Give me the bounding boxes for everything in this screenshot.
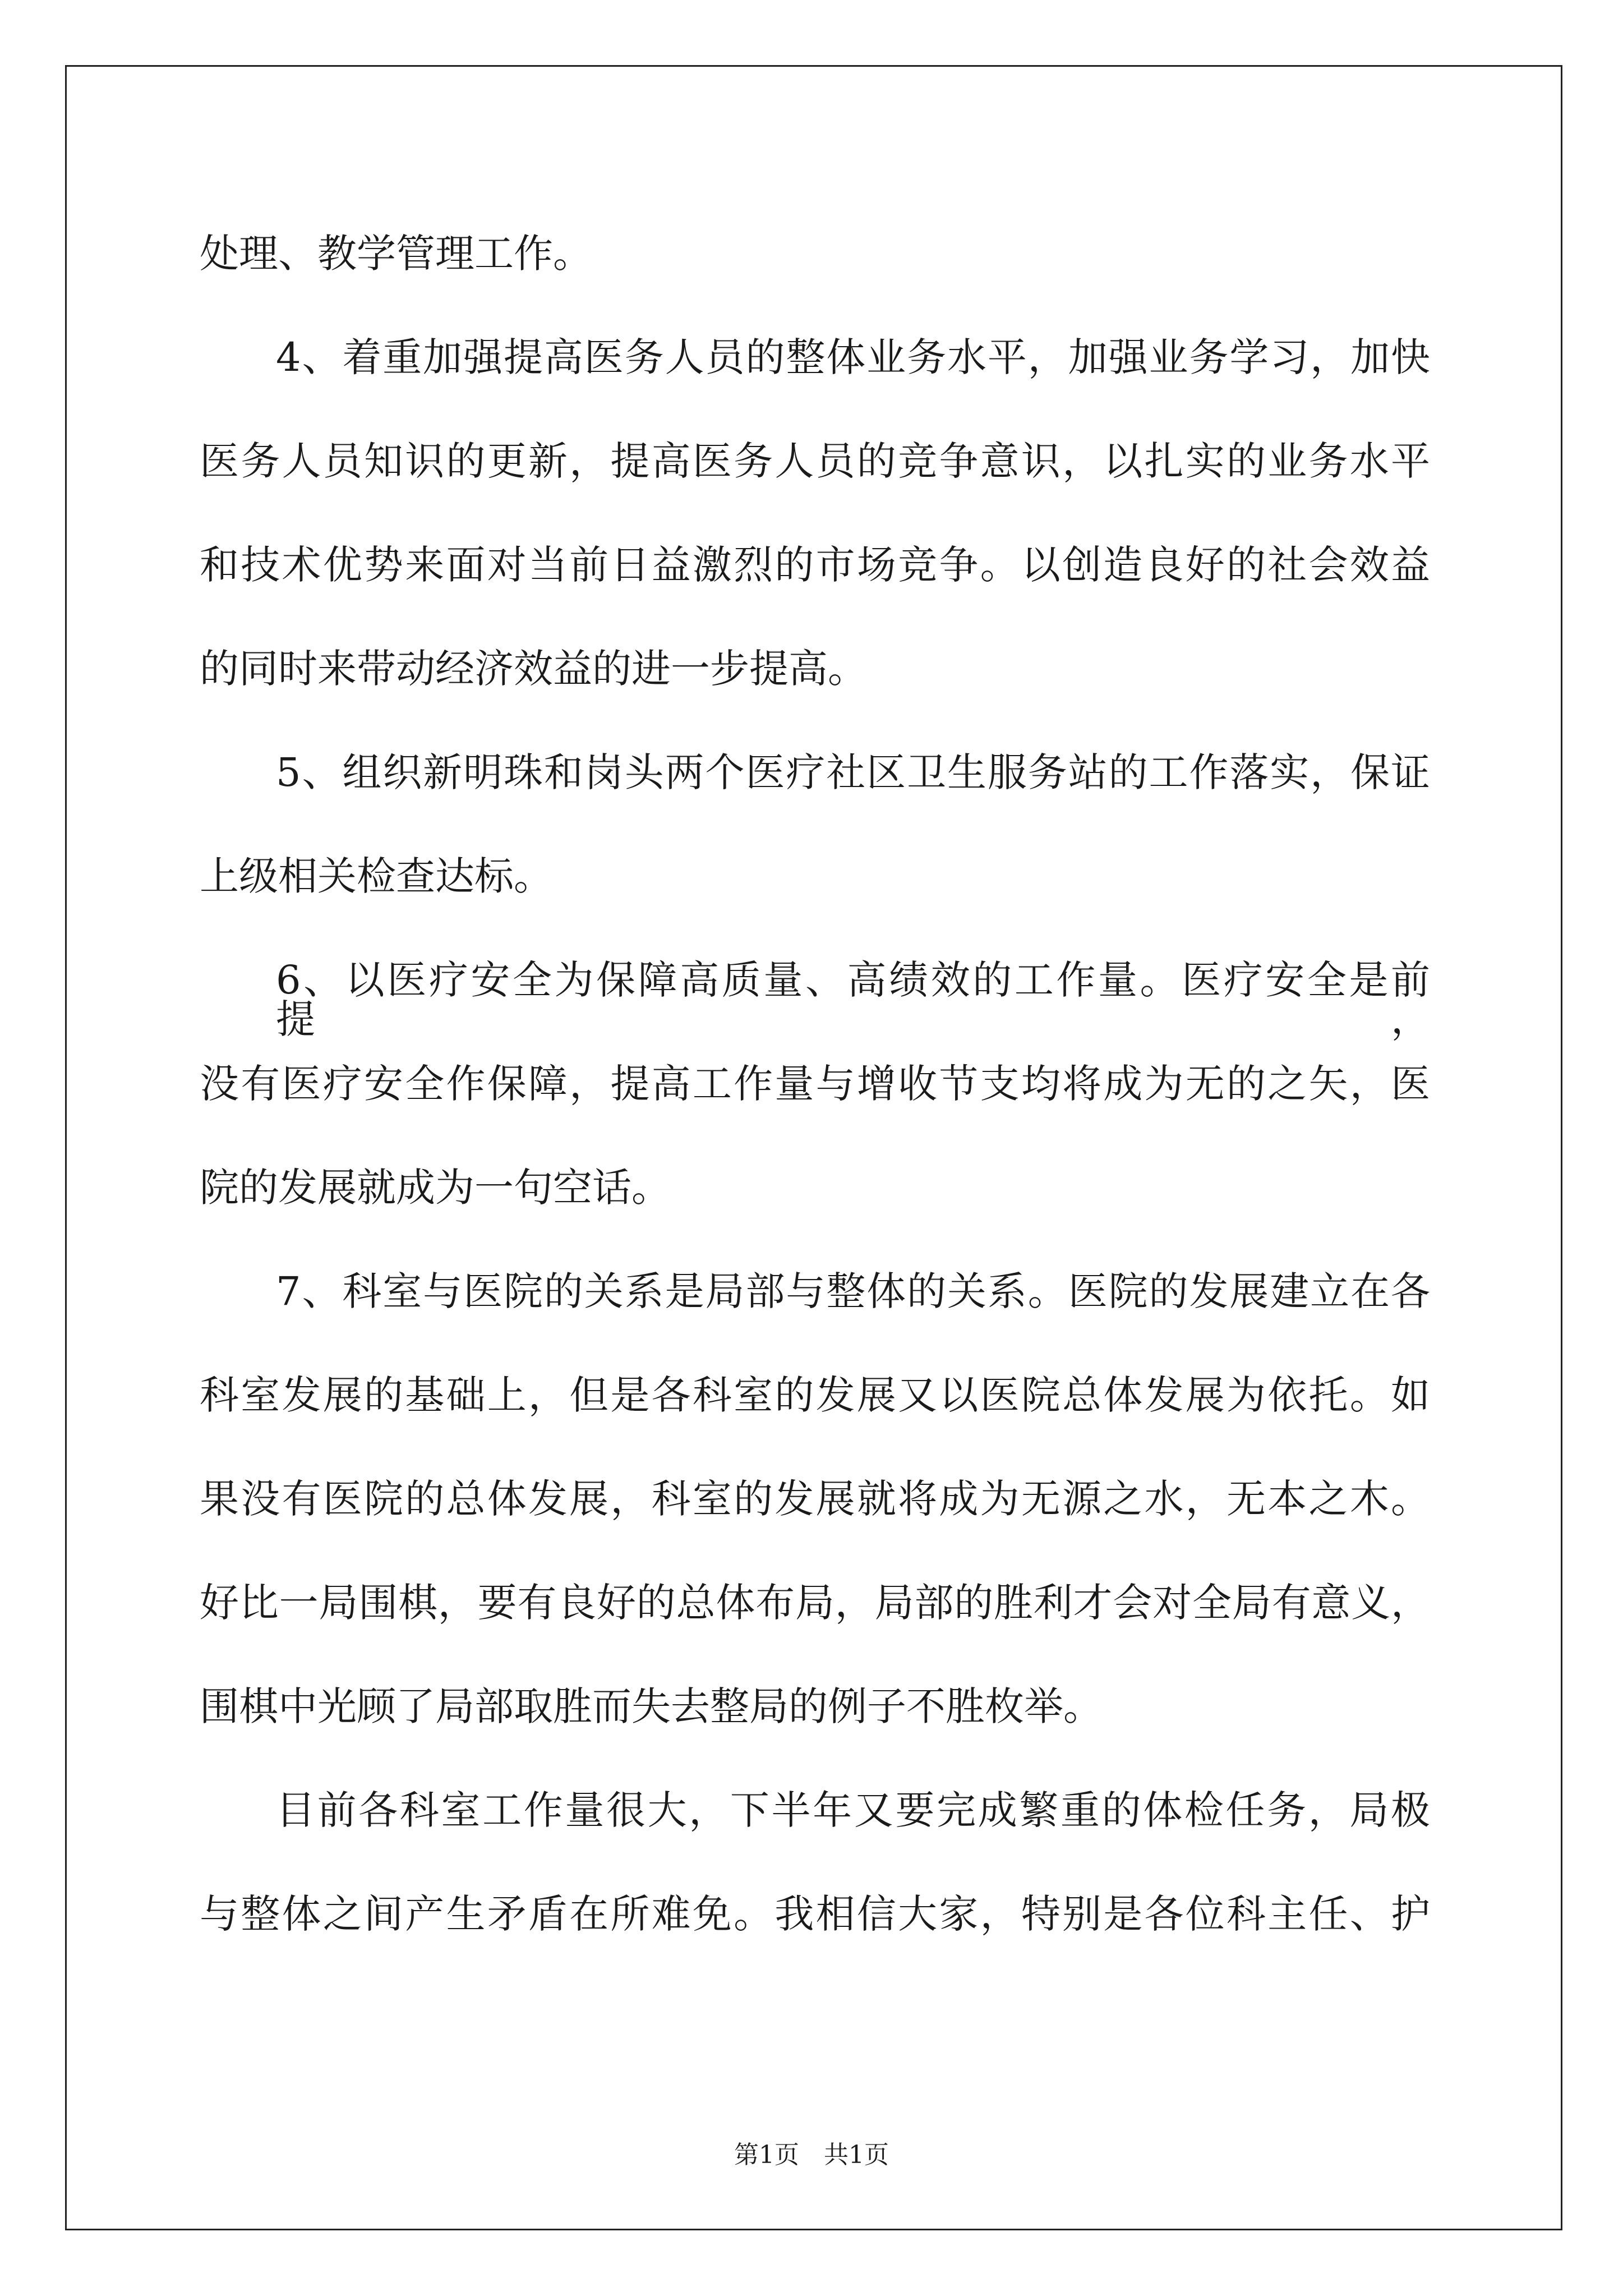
text-line: 果没有医院的总体发展，科室的发展就将成为无源之水，无本之木。	[200, 1476, 1430, 1522]
text-line: 5、组织新明珠和岗头两个医疗社区卫生服务站的工作落实，保证	[276, 749, 1430, 795]
text-line: 科室发展的基础上，但是各科室的发展又以医院总体发展为依托。如	[200, 1372, 1430, 1418]
text-line: 4、着重加强提高医务人员的整体业务水平，加强业务学习，加快	[276, 334, 1430, 380]
text-line: 的同时来带动经济效益的进一步提高。	[200, 646, 867, 692]
text-line: 6、以医疗安全为保障高质量、高绩效的工作量。医疗安全是前提，	[276, 957, 1430, 1042]
text-line: 没有医疗安全作保障，提高工作量与增收节支均将成为无的之矢，医	[200, 1061, 1430, 1107]
text-line: 好比一局围棋，要有良好的总体布局，局部的胜利才会对全局有意义，	[200, 1580, 1430, 1626]
text-line: 和技术优势来面对当前日益激烈的市场竞争。以创造良好的社会效益	[200, 542, 1430, 588]
text-line: 7、科室与医院的关系是局部与整体的关系。医院的发展建立在各	[276, 1268, 1430, 1314]
text-line: 医务人员知识的更新，提高医务人员的竞争意识，以扎实的业务水平	[200, 438, 1430, 484]
text-line: 目前各科室工作量很大，下半年又要完成繁重的体检任务，局极	[276, 1787, 1430, 1833]
text-line: 院的发展就成为一句空话。	[200, 1165, 671, 1211]
text-line: 围棋中光顾了局部取胜而失去整局的例子不胜枚举。	[200, 1683, 1103, 1729]
page-footer: 第1页 共1页	[734, 2141, 889, 2169]
text-line: 处理、教学管理工作。	[200, 231, 592, 277]
text-line: 与整体之间产生矛盾在所难免。我相信大家，特别是各位科主任、护	[200, 1891, 1430, 1937]
text-line: 上级相关检查达标。	[200, 853, 553, 899]
